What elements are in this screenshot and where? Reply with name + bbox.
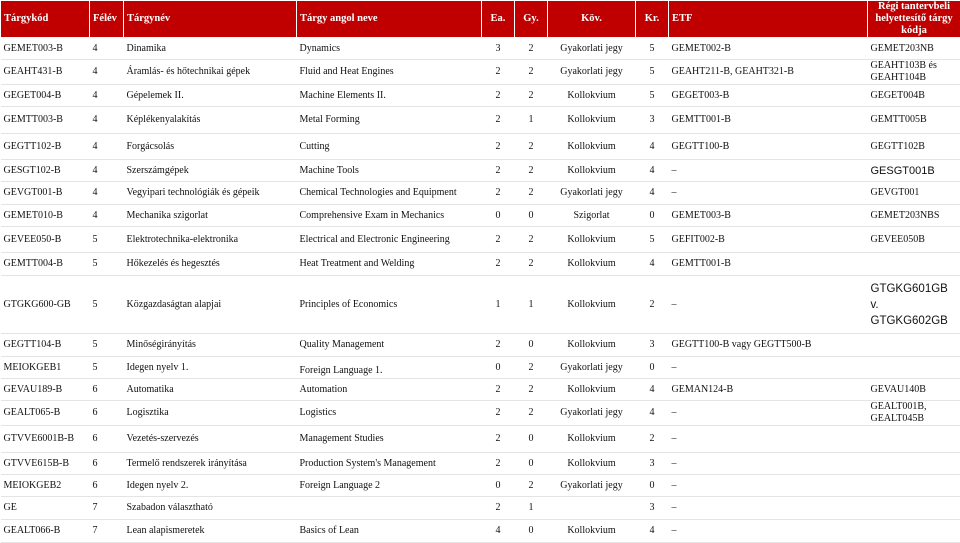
cell-english: Foreign Language 1. bbox=[297, 360, 482, 382]
cell-etf: – bbox=[669, 497, 868, 520]
cell-gy: 2 bbox=[515, 85, 548, 107]
cell-old: GEVEE050B bbox=[868, 227, 960, 253]
cell-ea: 2 bbox=[482, 497, 515, 520]
cell-kr: 5 bbox=[636, 85, 669, 107]
cell-etf: – bbox=[669, 357, 868, 379]
cell-semester: 4 bbox=[90, 107, 124, 134]
cell-name: Mechanika szigorlat bbox=[124, 205, 297, 227]
cell-code: GTGKG600-GB bbox=[1, 276, 90, 334]
cell-name: Lean alapismeretek bbox=[124, 520, 297, 543]
cell-english: Management Studies bbox=[297, 426, 482, 453]
header-code: Tárgykód bbox=[1, 1, 90, 38]
cell-name: Gépelemek II. bbox=[124, 85, 297, 107]
cell-kr: 4 bbox=[636, 520, 669, 543]
cell-name: Dinamika bbox=[124, 38, 297, 60]
cell-kov: Szigorlat bbox=[548, 205, 636, 227]
table-row bbox=[1, 60, 960, 85]
cell-semester: 4 bbox=[90, 60, 124, 85]
cell-kov: Kollokvium bbox=[548, 253, 636, 276]
cell-gy: 2 bbox=[515, 182, 548, 205]
cell-kr: 0 bbox=[636, 357, 669, 379]
cell-ea: 3 bbox=[482, 38, 515, 60]
cell-kr: 0 bbox=[636, 475, 669, 497]
cell-semester: 6 bbox=[90, 379, 124, 401]
cell-name: Idegen nyelv 1. bbox=[124, 357, 297, 379]
table-row bbox=[1, 520, 960, 543]
cell-code: GEMET010-B bbox=[1, 205, 90, 227]
header-ea: Ea. bbox=[482, 1, 515, 38]
cell-semester: 5 bbox=[90, 276, 124, 334]
cell-english: Principles of Economics bbox=[297, 276, 482, 334]
cell-name: Automatika bbox=[124, 379, 297, 401]
cell-code: GEVEE050-B bbox=[1, 227, 90, 253]
cell-english: Machine Tools bbox=[297, 160, 482, 182]
cell-name: Szerszámgépek bbox=[124, 160, 297, 182]
cell-code: GTVVE6001B-B bbox=[1, 426, 90, 453]
cell-old bbox=[868, 453, 960, 475]
cell-semester: 4 bbox=[90, 38, 124, 60]
cell-english: Foreign Language 2 bbox=[297, 475, 482, 497]
cell-name: Idegen nyelv 2. bbox=[124, 475, 297, 497]
table-row bbox=[1, 379, 960, 401]
cell-ea: 2 bbox=[482, 160, 515, 182]
cell-etf: GEMET003-B bbox=[669, 205, 868, 227]
cell-kov: Gyakorlati jegy bbox=[548, 60, 636, 85]
cell-code: GEAHT431-B bbox=[1, 60, 90, 85]
cell-semester: 5 bbox=[90, 227, 124, 253]
cell-ea: 4 bbox=[482, 520, 515, 543]
table-row bbox=[1, 160, 960, 182]
cell-old: GEGTT102B bbox=[868, 134, 960, 160]
cell-etf: – bbox=[669, 401, 868, 426]
cell-old bbox=[868, 334, 960, 357]
header-name: Tárgynév bbox=[124, 1, 297, 38]
cell-etf: GEFIT002-B bbox=[669, 227, 868, 253]
cell-gy: 0 bbox=[515, 453, 548, 475]
cell-gy: 1 bbox=[515, 497, 548, 520]
cell-kr: 5 bbox=[636, 227, 669, 253]
cell-gy: 0 bbox=[515, 426, 548, 453]
cell-kr: 3 bbox=[636, 453, 669, 475]
cell-english: Logistics bbox=[297, 401, 482, 426]
cell-gy: 2 bbox=[515, 379, 548, 401]
table-row bbox=[1, 253, 960, 276]
cell-code: GEMTT004-B bbox=[1, 253, 90, 276]
cell-old: GEGET004B bbox=[868, 85, 960, 107]
table-row bbox=[1, 205, 960, 227]
cell-name: Áramlás- és hőtechnikai gépek bbox=[124, 60, 297, 85]
cell-old bbox=[868, 253, 960, 276]
cell-etf: GEAHT211-B, GEAHT321-B bbox=[669, 60, 868, 85]
cell-gy: 2 bbox=[515, 475, 548, 497]
cell-name: Termelő rendszerek irányítása bbox=[124, 453, 297, 475]
cell-name: Vezetés-szervezés bbox=[124, 426, 297, 453]
cell-old: GEVGT001 bbox=[868, 182, 960, 205]
cell-kr: 3 bbox=[636, 107, 669, 134]
cell-gy: 2 bbox=[515, 401, 548, 426]
cell-gy: 2 bbox=[515, 253, 548, 276]
cell-kov: Kollokvium bbox=[548, 334, 636, 357]
cell-gy: 2 bbox=[515, 160, 548, 182]
cell-ea: 2 bbox=[482, 227, 515, 253]
table-row bbox=[1, 38, 960, 60]
cell-gy: 1 bbox=[515, 107, 548, 134]
cell-code: GEGET004-B bbox=[1, 85, 90, 107]
header-semester: Félév bbox=[90, 1, 124, 38]
cell-semester: 6 bbox=[90, 475, 124, 497]
cell-english: Dynamics bbox=[297, 38, 482, 60]
cell-english bbox=[297, 497, 482, 520]
cell-gy: 2 bbox=[515, 357, 548, 379]
cell-etf: – bbox=[669, 426, 868, 453]
cell-english: Chemical Technologies and Equipment bbox=[297, 182, 482, 205]
table-row bbox=[1, 107, 960, 134]
cell-english: Quality Management bbox=[297, 334, 482, 357]
cell-english: Automation bbox=[297, 379, 482, 401]
cell-name: Képlékenyalakítás bbox=[124, 107, 297, 134]
cell-etf: GEMET002-B bbox=[669, 38, 868, 60]
header-old: Régi tantervbeli helyettesítő tárgy kódja bbox=[868, 1, 960, 38]
cell-kr: 0 bbox=[636, 205, 669, 227]
table-row bbox=[1, 357, 960, 379]
cell-ea: 2 bbox=[482, 334, 515, 357]
cell-gy: 2 bbox=[515, 60, 548, 85]
cell-old: GEMET203NBS bbox=[868, 205, 960, 227]
cell-old bbox=[868, 475, 960, 497]
cell-gy: 1 bbox=[515, 276, 548, 334]
table-row bbox=[1, 276, 960, 334]
cell-old: GEVAU140B bbox=[868, 379, 960, 401]
cell-gy: 0 bbox=[515, 520, 548, 543]
cell-kov: Kollokvium bbox=[548, 520, 636, 543]
cell-ea: 0 bbox=[482, 475, 515, 497]
cell-kr: 5 bbox=[636, 38, 669, 60]
cell-gy: 0 bbox=[515, 205, 548, 227]
cell-semester: 6 bbox=[90, 426, 124, 453]
cell-kov: Kollokvium bbox=[548, 160, 636, 182]
cell-ea: 2 bbox=[482, 401, 515, 426]
cell-semester: 5 bbox=[90, 334, 124, 357]
table-body bbox=[1, 38, 960, 543]
cell-kov: Gyakorlati jegy bbox=[548, 401, 636, 426]
header-kr: Kr. bbox=[636, 1, 669, 38]
cell-english: Production System's Management bbox=[297, 453, 482, 475]
cell-code: GTVVE615B-B bbox=[1, 453, 90, 475]
cell-old: GEALT001B, GEALT045B bbox=[868, 401, 960, 426]
cell-code: GEMET003-B bbox=[1, 38, 90, 60]
cell-english: Heat Treatment and Welding bbox=[297, 253, 482, 276]
cell-semester: 4 bbox=[90, 205, 124, 227]
cell-semester: 6 bbox=[90, 401, 124, 426]
cell-ea: 2 bbox=[482, 379, 515, 401]
cell-gy: 2 bbox=[515, 134, 548, 160]
cell-gy: 2 bbox=[515, 38, 548, 60]
table-row bbox=[1, 497, 960, 520]
cell-name: Elektrotechnika-elektronika bbox=[124, 227, 297, 253]
cell-semester: 5 bbox=[90, 253, 124, 276]
cell-etf: GEMAN124-B bbox=[669, 379, 868, 401]
cell-english: Comprehensive Exam in Mechanics bbox=[297, 205, 482, 227]
cell-old bbox=[868, 520, 960, 543]
cell-kr: 4 bbox=[636, 134, 669, 160]
cell-code: GEALT066-B bbox=[1, 520, 90, 543]
cell-code: GEGTT104-B bbox=[1, 334, 90, 357]
cell-old bbox=[868, 426, 960, 453]
table-row bbox=[1, 134, 960, 160]
cell-code: GE bbox=[1, 497, 90, 520]
header-kov: Köv. bbox=[548, 1, 636, 38]
cell-name: Hőkezelés és hegesztés bbox=[124, 253, 297, 276]
table-row bbox=[1, 227, 960, 253]
cell-english: Electrical and Electronic Engineering bbox=[297, 227, 482, 253]
cell-old: GEAHT103B és GEAHT104B bbox=[868, 60, 960, 85]
cell-kov: Gyakorlati jegy bbox=[548, 182, 636, 205]
cell-semester: 4 bbox=[90, 134, 124, 160]
cell-kr: 4 bbox=[636, 401, 669, 426]
cell-etf: – bbox=[669, 160, 868, 182]
cell-english: Cutting bbox=[297, 134, 482, 160]
cell-ea: 1 bbox=[482, 276, 515, 334]
cell-semester: 7 bbox=[90, 520, 124, 543]
cell-name: Logisztika bbox=[124, 401, 297, 426]
table-row bbox=[1, 182, 960, 205]
header-gy: Gy. bbox=[515, 1, 548, 38]
cell-kr: 4 bbox=[636, 253, 669, 276]
cell-ea: 2 bbox=[482, 426, 515, 453]
cell-ea: 2 bbox=[482, 453, 515, 475]
cell-english: Basics of Lean bbox=[297, 520, 482, 543]
cell-kov: Kollokvium bbox=[548, 379, 636, 401]
cell-code: GESGT102-B bbox=[1, 160, 90, 182]
cell-ea: 2 bbox=[482, 253, 515, 276]
cell-gy: 0 bbox=[515, 334, 548, 357]
cell-semester: 7 bbox=[90, 497, 124, 520]
cell-code: GEMTT003-B bbox=[1, 107, 90, 134]
cell-old bbox=[868, 497, 960, 520]
cell-etf: – bbox=[669, 182, 868, 205]
cell-kr: 5 bbox=[636, 60, 669, 85]
table-row bbox=[1, 453, 960, 475]
cell-name: Közgazdaságtan alapjai bbox=[124, 276, 297, 334]
cell-semester: 4 bbox=[90, 160, 124, 182]
cell-english: Metal Forming bbox=[297, 107, 482, 134]
cell-etf: GEMTT001-B bbox=[669, 253, 868, 276]
cell-old: GTGKG601GB v. GTGKG602GB bbox=[868, 276, 960, 334]
cell-etf: GEGTT100-B vagy GEGTT500-B bbox=[669, 334, 868, 357]
cell-kov: Kollokvium bbox=[548, 107, 636, 134]
cell-semester: 4 bbox=[90, 85, 124, 107]
cell-gy: 2 bbox=[515, 227, 548, 253]
cell-kov: Kollokvium bbox=[548, 453, 636, 475]
header-etf: ETF bbox=[669, 1, 868, 38]
cell-kr: 3 bbox=[636, 497, 669, 520]
cell-kov: Gyakorlati jegy bbox=[548, 38, 636, 60]
table-row bbox=[1, 334, 960, 357]
cell-ea: 2 bbox=[482, 107, 515, 134]
cell-kr: 2 bbox=[636, 276, 669, 334]
cell-name: Forgácsolás bbox=[124, 134, 297, 160]
cell-kov: Kollokvium bbox=[548, 276, 636, 334]
cell-english: Fluid and Heat Engines bbox=[297, 60, 482, 85]
cell-kov: Gyakorlati jegy bbox=[548, 475, 636, 497]
table-row bbox=[1, 475, 960, 497]
cell-english: Machine Elements II. bbox=[297, 85, 482, 107]
cell-code: GEGTT102-B bbox=[1, 134, 90, 160]
cell-ea: 2 bbox=[482, 134, 515, 160]
cell-code: GEVAU189-B bbox=[1, 379, 90, 401]
cell-name: Minőségirányítás bbox=[124, 334, 297, 357]
cell-ea: 0 bbox=[482, 205, 515, 227]
cell-kov: Gyakorlati jegy bbox=[548, 357, 636, 379]
cell-semester: 4 bbox=[90, 182, 124, 205]
cell-etf: – bbox=[669, 276, 868, 334]
cell-old bbox=[868, 357, 960, 379]
cell-code: MEIOKGEB1 bbox=[1, 357, 90, 379]
cell-kr: 4 bbox=[636, 160, 669, 182]
cell-name: Szabadon választható bbox=[124, 497, 297, 520]
cell-old: GESGT001B bbox=[868, 160, 960, 182]
cell-etf: GEGTT100-B bbox=[669, 134, 868, 160]
cell-etf: – bbox=[669, 520, 868, 543]
cell-code: GEVGT001-B bbox=[1, 182, 90, 205]
cell-semester: 5 bbox=[90, 357, 124, 379]
cell-etf: GEMTT001-B bbox=[669, 107, 868, 134]
cell-kov: Kollokvium bbox=[548, 426, 636, 453]
cell-kov bbox=[548, 497, 636, 520]
cell-kr: 3 bbox=[636, 334, 669, 357]
table-row bbox=[1, 85, 960, 107]
cell-kov: Kollokvium bbox=[548, 227, 636, 253]
cell-ea: 0 bbox=[482, 357, 515, 379]
cell-kr: 4 bbox=[636, 182, 669, 205]
cell-old: GEMTT005B bbox=[868, 107, 960, 134]
cell-name: Vegyipari technológiák és gépeik bbox=[124, 182, 297, 205]
cell-ea: 2 bbox=[482, 85, 515, 107]
table-row bbox=[1, 426, 960, 453]
cell-code: GEALT065-B bbox=[1, 401, 90, 426]
header-row bbox=[1, 1, 960, 38]
header-english: Tárgy angol neve bbox=[297, 1, 482, 38]
cell-ea: 2 bbox=[482, 60, 515, 85]
cell-kr: 4 bbox=[636, 379, 669, 401]
cell-kov: Kollokvium bbox=[548, 85, 636, 107]
cell-semester: 6 bbox=[90, 453, 124, 475]
cell-kr: 2 bbox=[636, 426, 669, 453]
cell-old: GEMET203NB bbox=[868, 38, 960, 60]
cell-code: MEIOKGEB2 bbox=[1, 475, 90, 497]
cell-kov: Kollokvium bbox=[548, 134, 636, 160]
cell-etf: – bbox=[669, 475, 868, 497]
cell-etf: – bbox=[669, 453, 868, 475]
table-row bbox=[1, 401, 960, 426]
cell-etf: GEGET003-B bbox=[669, 85, 868, 107]
cell-ea: 2 bbox=[482, 182, 515, 205]
